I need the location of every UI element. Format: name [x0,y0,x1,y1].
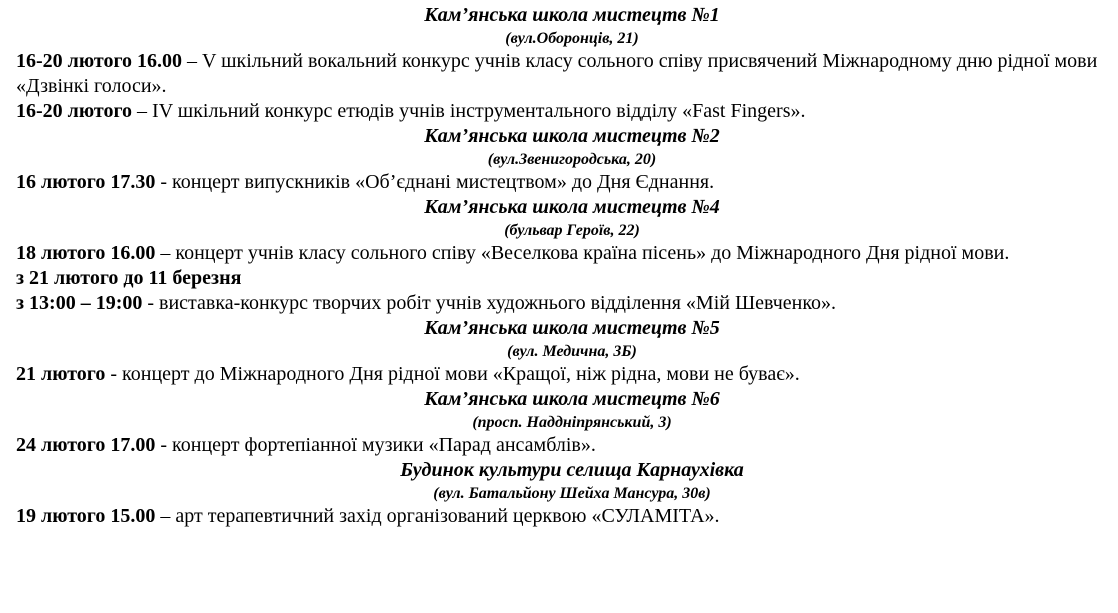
event-item [16,291,1102,316]
event-date: 16 лютого 17.30 [16,171,156,193]
event-item [16,170,1102,195]
section-school-1 [16,3,1102,124]
event-date: 21 лютого [16,363,106,385]
section-title: Кам’янська школа мистецтв №5 [424,317,720,339]
section-address: (просп. Наддніпрянський, 3) [472,414,672,431]
event-date: з 13:00 – 19:00 [16,292,143,314]
event-text: – арт терапевтичний захід організований церквою «СУЛАМІТА». [155,505,720,527]
section-school-5 [16,316,1102,387]
section-title: Кам’янська школа мистецтв №2 [424,125,720,147]
section-school-2 [16,124,1102,195]
section-address: (вул.Оборонців, 21) [505,30,639,47]
event-text: - концерт до Міжнародного Дня рідної мови «Кращої, ніж рідна, мови не буває». [105,363,800,385]
event-date: з 21 лютого до 11 березня [16,267,242,289]
event-item [16,433,1102,458]
event-item [16,49,1102,99]
section-address: (бульвар Героїв, 22) [504,222,640,239]
event-date: 16-20 лютого 16.00 [16,50,183,72]
event-text: – IV шкільний конкурс етюдів учнів інструментального відділу «Fast Fingers». [132,100,806,122]
section-title: Кам’янська школа мистецтв №4 [424,196,720,218]
section-culture-house [16,458,1102,529]
section-school-4 [16,195,1102,316]
section-title: Кам’янська школа мистецтв №6 [424,388,720,410]
event-item [16,362,1102,387]
event-text: - виставка-конкурс творчих робіт учнів художнього відділення «Мій Шевченко». [142,292,837,314]
event-date: 16-20 лютого [16,100,133,122]
event-text: - концерт фортепіанної музики «Парад ансамблів». [155,434,596,456]
event-text: – концерт учнів класу сольного співу «Веселкова країна пісень» до Міжнародного Дня рідної мови. [155,242,1010,264]
event-item [16,99,1102,124]
event-item [16,504,1102,529]
event-item [16,241,1102,266]
section-address: (вул. Батальйону Шейха Мансура, 30в) [433,485,711,502]
section-title: Будинок культури селища Карнаухівка [400,459,744,481]
event-item [16,266,1102,291]
section-address: (вул. Медична, 3Б) [507,343,637,360]
section-school-6 [16,387,1102,458]
section-title: Кам’янська школа мистецтв №1 [424,4,720,26]
event-date: 19 лютого 15.00 [16,505,156,527]
event-text: - концерт випускників «Об’єднані мистецтвом» до Дня Єднання. [155,171,715,193]
event-date: 24 лютого 17.00 [16,434,156,456]
event-text: – V шкільний вокальний конкурс учнів класу сольного співу присвячений Міжнародному дню рідної мови «Дзвінкі голоси». [16,50,1098,97]
event-date: 18 лютого 16.00 [16,242,156,264]
section-address: (вул.Звенигородська, 20) [487,151,657,168]
